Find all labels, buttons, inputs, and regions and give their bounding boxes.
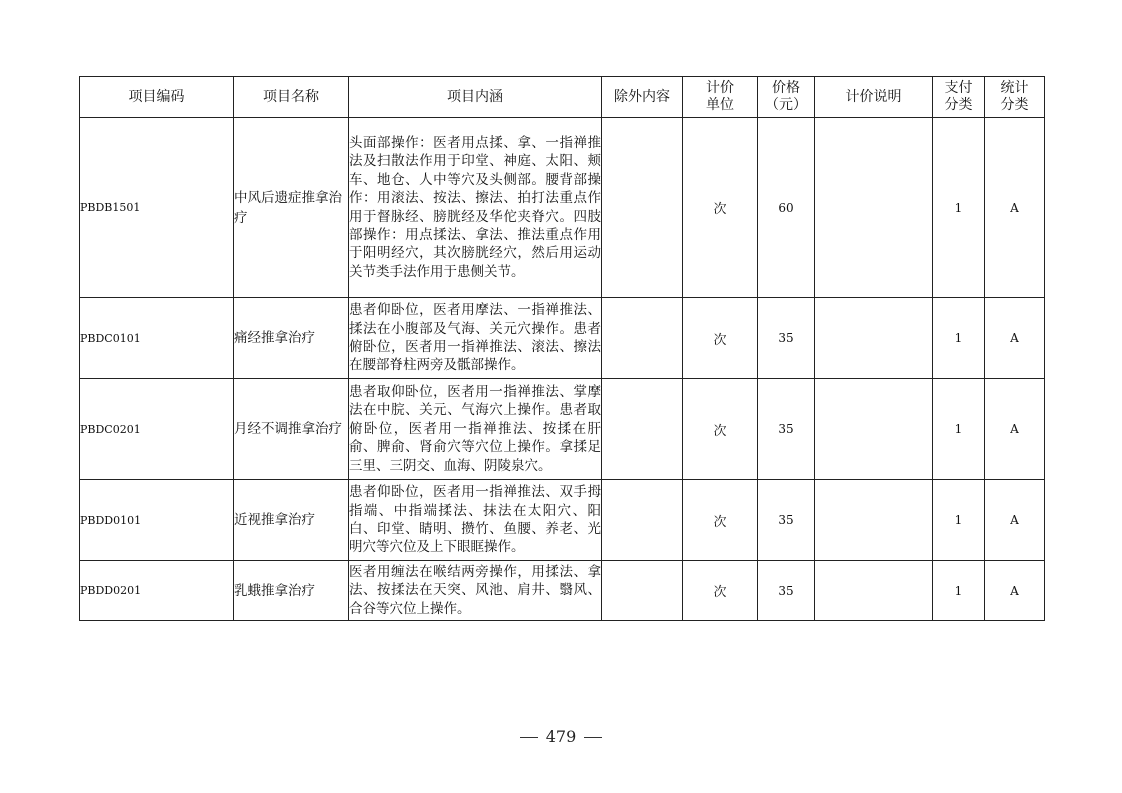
header-name: 项目名称 <box>234 77 349 118</box>
row-exclusions <box>602 379 683 480</box>
header-pricing-note: 计价说明 <box>815 77 933 118</box>
row-unit: 次 <box>683 298 758 379</box>
header-code: 项目编码 <box>80 77 234 118</box>
header-row <box>80 77 1045 118</box>
row-statistics-category: A <box>985 379 1045 480</box>
table-row <box>80 298 1045 379</box>
row-exclusions <box>602 561 683 621</box>
price-table <box>79 76 1045 621</box>
row-code: PBDC0201 <box>80 379 234 480</box>
row-unit: 次 <box>683 561 758 621</box>
row-name: 中风后遗症推拿治疗 <box>234 118 349 298</box>
row-exclusions <box>602 480 683 561</box>
row-pricing-note <box>815 118 933 298</box>
row-code: PBDD0201 <box>80 561 234 621</box>
header-exclusions: 除外内容 <box>602 77 683 118</box>
row-unit: 次 <box>683 118 758 298</box>
row-content: 患者取仰卧位，医者用一指禅推法、掌摩法在中脘、关元、气海穴上操作。患者取俯卧位，医者用一指禅推法、按揉在肝俞、脾俞、肾俞穴等穴位上操作。拿揉足三里、三阴交、血海、阴陵泉穴。 <box>349 379 602 480</box>
row-code: PBDC0101 <box>80 298 234 379</box>
row-statistics-category: A <box>985 118 1045 298</box>
header-payment-category-text: 支付分类 <box>944 80 973 113</box>
row-price: 60 <box>758 118 815 298</box>
row-exclusions <box>602 118 683 298</box>
row-unit: 次 <box>683 480 758 561</box>
row-price: 35 <box>758 379 815 480</box>
row-name: 乳蛾推拿治疗 <box>234 561 349 621</box>
row-content: 患者仰卧位，医者用摩法、一指禅推法、揉法在小腹部及气海、关元穴操作。患者俯卧位，医者用一指禅推法、滚法、擦法在腰部脊柱两旁及骶部操作。 <box>349 298 602 379</box>
row-price: 35 <box>758 298 815 379</box>
row-pricing-note <box>815 298 933 379</box>
footer-dash-left <box>520 737 538 738</box>
header-unit <box>683 77 758 118</box>
header-unit-text: 计价单位 <box>705 80 734 113</box>
table-row <box>80 118 1045 298</box>
row-exclusions <box>602 298 683 379</box>
row-name: 月经不调推拿治疗 <box>234 379 349 480</box>
row-payment-category: 1 <box>933 561 985 621</box>
row-payment-category: 1 <box>933 379 985 480</box>
row-content: 医者用缠法在喉结两旁操作，用揉法、拿法、按揉法在天突、风池、肩井、翳风、合谷等穴位上操作。 <box>349 561 602 621</box>
row-statistics-category: A <box>985 298 1045 379</box>
row-name: 近视推拿治疗 <box>234 480 349 561</box>
row-payment-category: 1 <box>933 298 985 379</box>
header-statistics-category <box>985 77 1045 118</box>
row-content: 患者仰卧位，医者用一指禅推法、双手拇指端、中指端揉法、抹法在太阳穴、阳白、印堂、睛明、攒竹、鱼腰、养老、光明穴等穴位及上下眼眶操作。 <box>349 480 602 561</box>
row-pricing-note <box>815 480 933 561</box>
row-code: PBDB1501 <box>80 118 234 298</box>
row-unit: 次 <box>683 379 758 480</box>
header-payment-category <box>933 77 985 118</box>
table-row <box>80 480 1045 561</box>
table-row <box>80 379 1045 480</box>
row-name: 痛经推拿治疗 <box>234 298 349 379</box>
table-row <box>80 561 1045 621</box>
footer-dash-right <box>584 737 602 738</box>
page-number: 479 <box>545 727 577 746</box>
row-code: PBDD0101 <box>80 480 234 561</box>
row-price: 35 <box>758 480 815 561</box>
page-footer <box>0 727 1122 746</box>
header-price <box>758 77 815 118</box>
row-statistics-category: A <box>985 561 1045 621</box>
header-statistics-category-text: 统计分类 <box>1000 80 1029 113</box>
row-payment-category: 1 <box>933 480 985 561</box>
header-content: 项目内涵 <box>349 77 602 118</box>
row-payment-category: 1 <box>933 118 985 298</box>
row-pricing-note <box>815 379 933 480</box>
row-pricing-note <box>815 561 933 621</box>
row-price: 35 <box>758 561 815 621</box>
header-price-text: 价格（元） <box>764 80 807 113</box>
row-content: 头面部操作：医者用点揉、拿、一指禅推法及扫散法作用于印堂、神庭、太阳、颊车、地仓、人中等穴及头侧部。腰背部操作：用滚法、按法、擦法、拍打法重点作用于督脉经、膀胱经及华佗夹脊穴。四肢部操作：用点揉法、拿法、推法重点作用于阳明经穴，其次膀胱经穴，然后用运动关节类手法作用于患侧关节。 <box>349 118 602 298</box>
row-statistics-category: A <box>985 480 1045 561</box>
